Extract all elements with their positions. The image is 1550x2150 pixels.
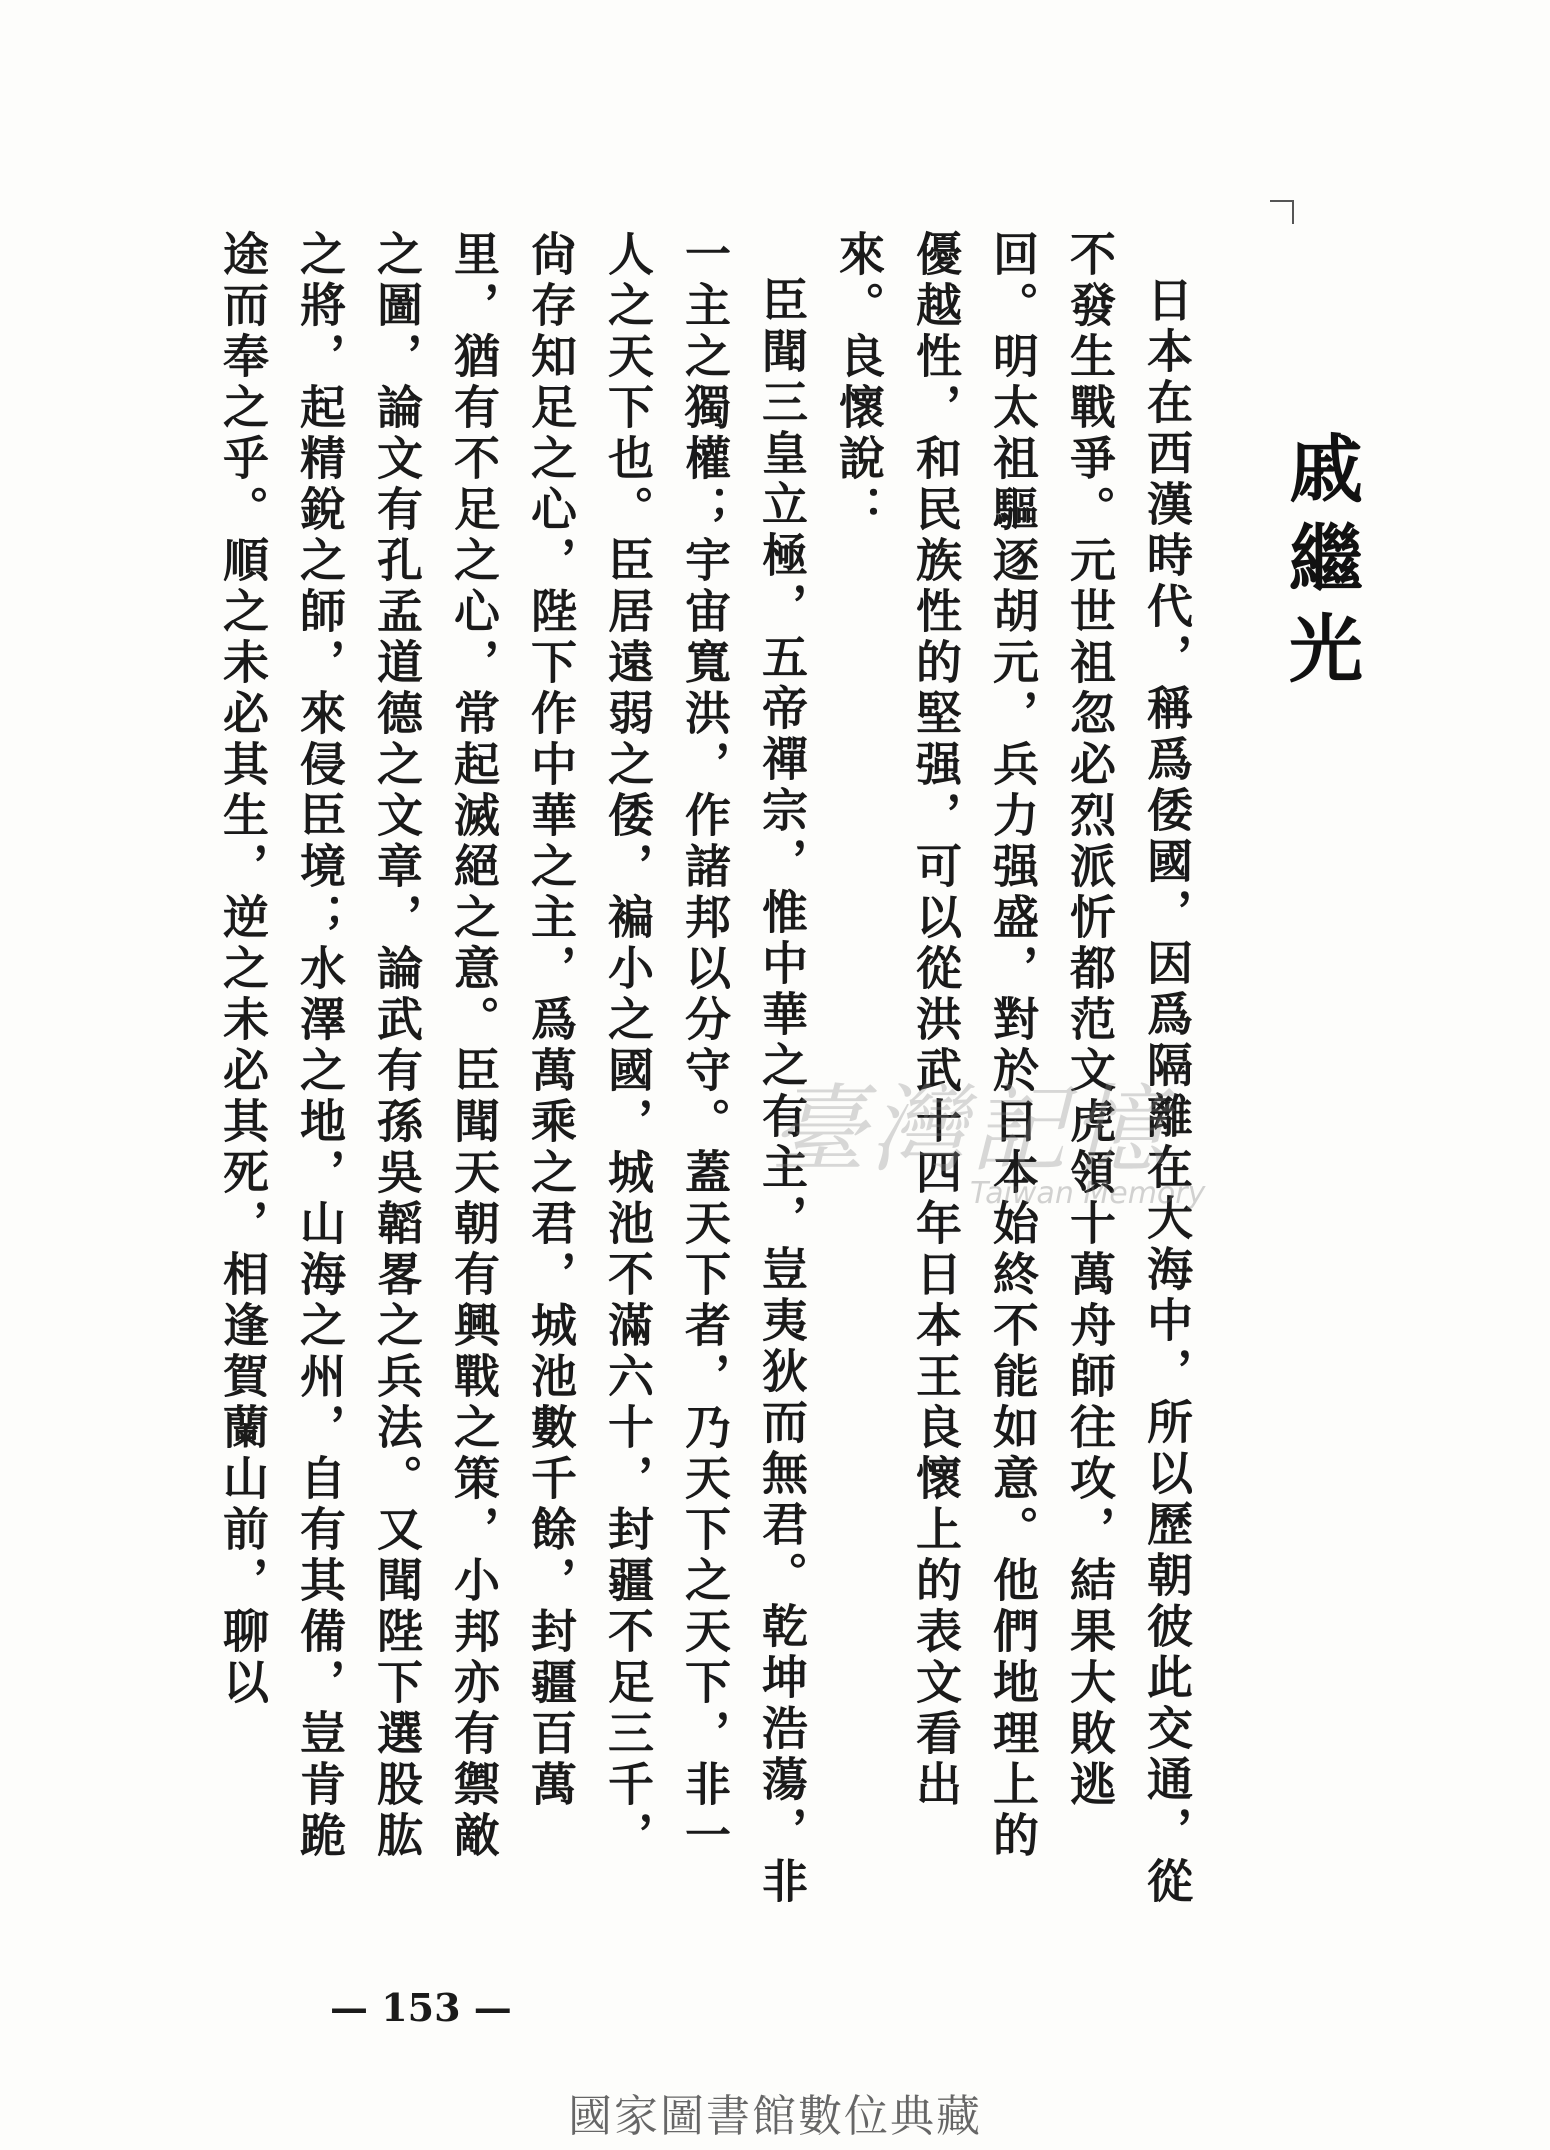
corner-crop-mark (1270, 200, 1294, 224)
page-number: — 153 — (330, 1985, 512, 2030)
paragraph-1: 日本在西漢時代，稱爲倭國，因爲隔離在大海中，所以歷朝彼此交通，從不發生戰爭。元世祖忽必烈派忻都范文虎領十萬舟師往攻，結果大敗逃回。明太祖驅逐胡元，兵力强盛，對於日本始終不能如意。他們地理上的優越性，和民族性的堅强，可以從洪武十四年日本王良懷上的表文看出來。良懷說： (832, 230, 1194, 1908)
watermark-english: Taiwan Memory (970, 1176, 1206, 1211)
chapter-title: 戚繼光 (1277, 430, 1363, 700)
watermark-chinese: 臺灣記憶 (770, 1074, 1170, 1186)
body-text (204, 230, 1205, 1910)
library-footer: 國家圖書館數位典藏 (568, 2091, 982, 2142)
paragraph-2-quote: 臣聞三皇立極，五帝禪宗，惟中華之有主，豈夷狄而無君。乾坤浩蕩，非一主之獨權；宇宙寬洪，作諸邦以分守。蓋天下者，乃天下之天下，非一人之天下也。臣居遠弱之倭，褊小之國，城池不滿六十，封疆不足三千，尙存知足之心，陛下作中華之主，爲萬乘之君，城池數千餘，封疆百萬里，猶有不足之心，常起滅絕之意。臣聞天朝有興戰之策，小邦亦有禦敵之圖，論文有孔孟道德之文章，論武有孫吳韜畧之兵法。又聞陛下選股肱之將，起精銳之師，來侵臣境；水澤之地，山海之州，自有其備，豈肯跪途而奉之乎。順之未必其生，逆之未必其死，相逢賀蘭山前，聊以 (216, 230, 809, 1908)
